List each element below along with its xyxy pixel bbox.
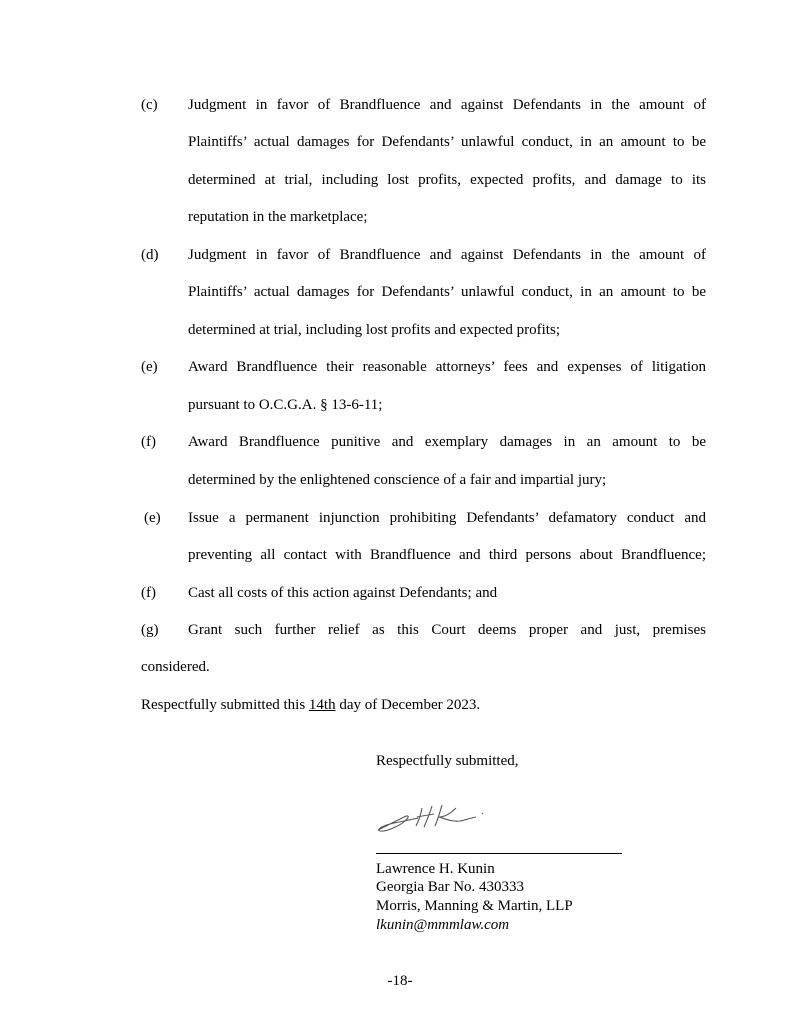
item-f2-label: (f) xyxy=(141,585,156,601)
item-d-label: (d) xyxy=(141,247,159,263)
item-f-line-1: Award Brandfluence punitive and exemplary damages in an amount to be xyxy=(188,434,706,450)
signature-line xyxy=(376,853,622,854)
item-c-line-3: determined at trial, including lost profits, expected profits, and damage to its xyxy=(188,172,706,188)
submitted-date-line xyxy=(141,696,480,714)
signature-closing: Respectfully submitted, xyxy=(376,753,519,769)
item-e2-line-1: Issue a permanent injunction prohibiting Defendants’ defamatory conduct and xyxy=(188,510,706,526)
item-g-continuation: considered. xyxy=(141,659,210,675)
item-e2-label: (e) xyxy=(144,510,161,526)
item-c-line-1: Judgment in favor of Brandfluence and against Defendants in the amount of xyxy=(188,97,706,113)
item-e-label: (e) xyxy=(141,359,158,375)
law-firm: Morris, Manning & Martin, LLP xyxy=(376,898,573,914)
handwritten-signature xyxy=(372,800,492,840)
submitted-prefix: Respectfully submitted this xyxy=(141,697,309,713)
page-number: -18- xyxy=(387,973,413,989)
item-e2-line-2: preventing all contact with Brandfluence and third persons about Brandfluence; xyxy=(188,547,706,563)
item-d-line-1: Judgment in favor of Brandfluence and against Defendants in the amount of xyxy=(188,247,706,263)
attorney-email: lkunin@mmmlaw.com xyxy=(376,917,510,933)
item-g-label: (g) xyxy=(141,622,159,638)
item-g-line-1: Grant such further relief as this Court deems proper and just, premises xyxy=(188,622,706,638)
attorney-name: Lawrence H. Kunin xyxy=(376,861,495,877)
item-c-label: (c) xyxy=(141,97,158,113)
item-e-line-1: Award Brandfluence their reasonable attorneys’ fees and expenses of litigation xyxy=(188,359,706,375)
item-c-line-4: reputation in the marketplace; xyxy=(188,209,368,225)
item-f2-line-1: Cast all costs of this action against Defendants; and xyxy=(188,585,498,601)
bar-number: Georgia Bar No. 430333 xyxy=(376,879,525,895)
item-c-line-2: Plaintiffs’ actual damages for Defendants’ unlawful conduct, in an amount to be xyxy=(188,134,706,150)
submitted-suffix: day of December 2023. xyxy=(335,697,481,713)
item-f-label: (f) xyxy=(141,434,156,450)
item-f-line-2: determined by the enlightened conscience of a fair and impartial jury; xyxy=(188,472,607,488)
item-d-line-2: Plaintiffs’ actual damages for Defendants’ unlawful conduct, in an amount to be xyxy=(188,284,706,300)
item-d-line-3: determined at trial, including lost profits and expected profits; xyxy=(188,322,560,338)
item-e-line-2: pursuant to O.C.G.A. § 13-6-11; xyxy=(188,397,383,413)
submitted-day: 14th xyxy=(308,697,336,713)
